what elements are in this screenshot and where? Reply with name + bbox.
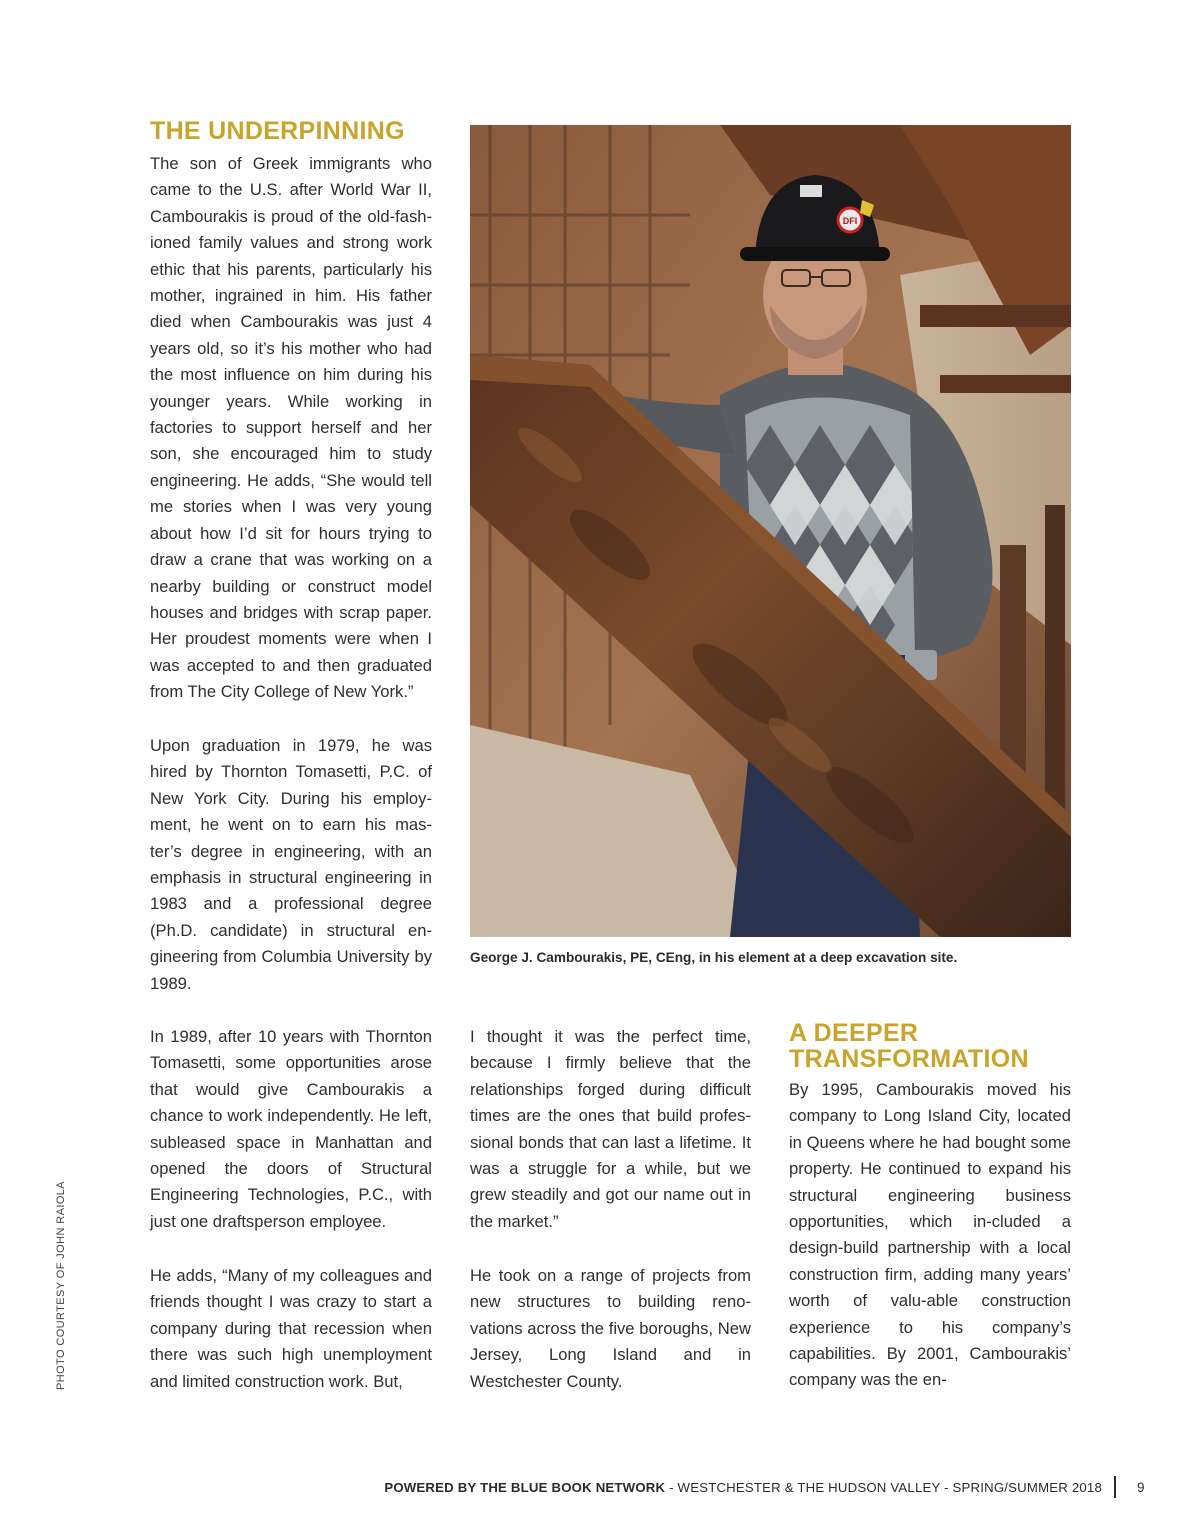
helmet-badge-text: DFI (842, 216, 858, 226)
body-paragraph-perfect-time: I thought it was the perfect time, because I firmly believe that the relationships forged during difficult times are the ones that build profes-sional bonds that can last a lifetime. It was a struggle for a while, but we grew steadily and got our name out in the market.” (470, 1027, 751, 1231)
body-paragraph-projects: He took on a range of projects from new structures to building reno-vations across the five boroughs, New Jersey, Long Island and in Westchester County. (470, 1266, 751, 1391)
footer-divider (1114, 1476, 1116, 1498)
section-heading-underpinning: THE UNDERPINNING (150, 117, 405, 145)
footer-brand: POWERED BY THE BLUE BOOK NETWORK (384, 1480, 666, 1495)
body-paragraph-long-island-city: By 1995, Cambourakis moved his company to Long Island City, located in Queens where he had bought some property. He continued to expand his structural engineering business opportunities, which in-cluded a design-build partnership with a local construction firm, adding many years’ worth of valu-able construction experience to his company’s capabilities. By 2001, Cambourakis’ company was the en- (789, 1080, 1071, 1390)
body-paragraph-family-values: The son of Greek immigrants who came to the U.S. after World War II, Cambourakis is proud of the old-fash-ioned family values and strong work ethic that his parents, particularly his mother, ingrained in him. His father died when Cambourakis was just 4 years old, so it’s his mother who had the most influence on him during his younger years. While working in factories to support herself and her son, she encouraged him to study engineering. He adds, “She would tell me stories when I was very young about how I’d sit for hours trying to draw a crane that was working on a nearby building or construct model houses and bridges with scrap paper. Her proudest moments were when I was accepted to and then graduated from The City College of New York.” (150, 154, 432, 702)
portrait-photo (470, 125, 1071, 937)
body-paragraph-independence: In 1989, after 10 years with Thornton Tomasetti, some opportunities arose that would give Cambourakis a chance to work independently. He left, subleased space in Manhattan and opened the doors of Structural Engineering Technologies, P.C., with just one draftsperson employee. (150, 1027, 432, 1231)
page-number: 9 (1137, 1480, 1145, 1495)
page-footer (384, 1480, 1102, 1495)
footer-publication: - WESTCHESTER & THE HUDSON VALLEY - SPRING/SUMMER 2018 (665, 1480, 1102, 1495)
photo-credit: PHOTO COURTESY OF JOHN RAIOLA (55, 1180, 67, 1390)
photo-caption: George J. Cambourakis, PE, CEng, in his element at a deep excavation site. (470, 950, 958, 965)
body-paragraph-recession-quote: He adds, “Many of my colleagues and friends thought I was crazy to start a company during that recession when there was such high unemployment and limited construction work. But, (150, 1266, 432, 1391)
portrait-photo-illustration (470, 125, 1071, 937)
body-paragraph-graduation: Upon graduation in 1979, he was hired by Thornton Tomasetti, P.C. of New York City. During his employ-ment, he went on to earn his mas-ter’s degree in engineering, with an emphasis in structural engineering in 1983 and a professional degree (Ph.D. candidate) in structural en-gineering from Columbia University by 1989. (150, 736, 432, 993)
section-heading-deeper-transformation: A DEEPER TRANSFORMATION (789, 1019, 1029, 1073)
